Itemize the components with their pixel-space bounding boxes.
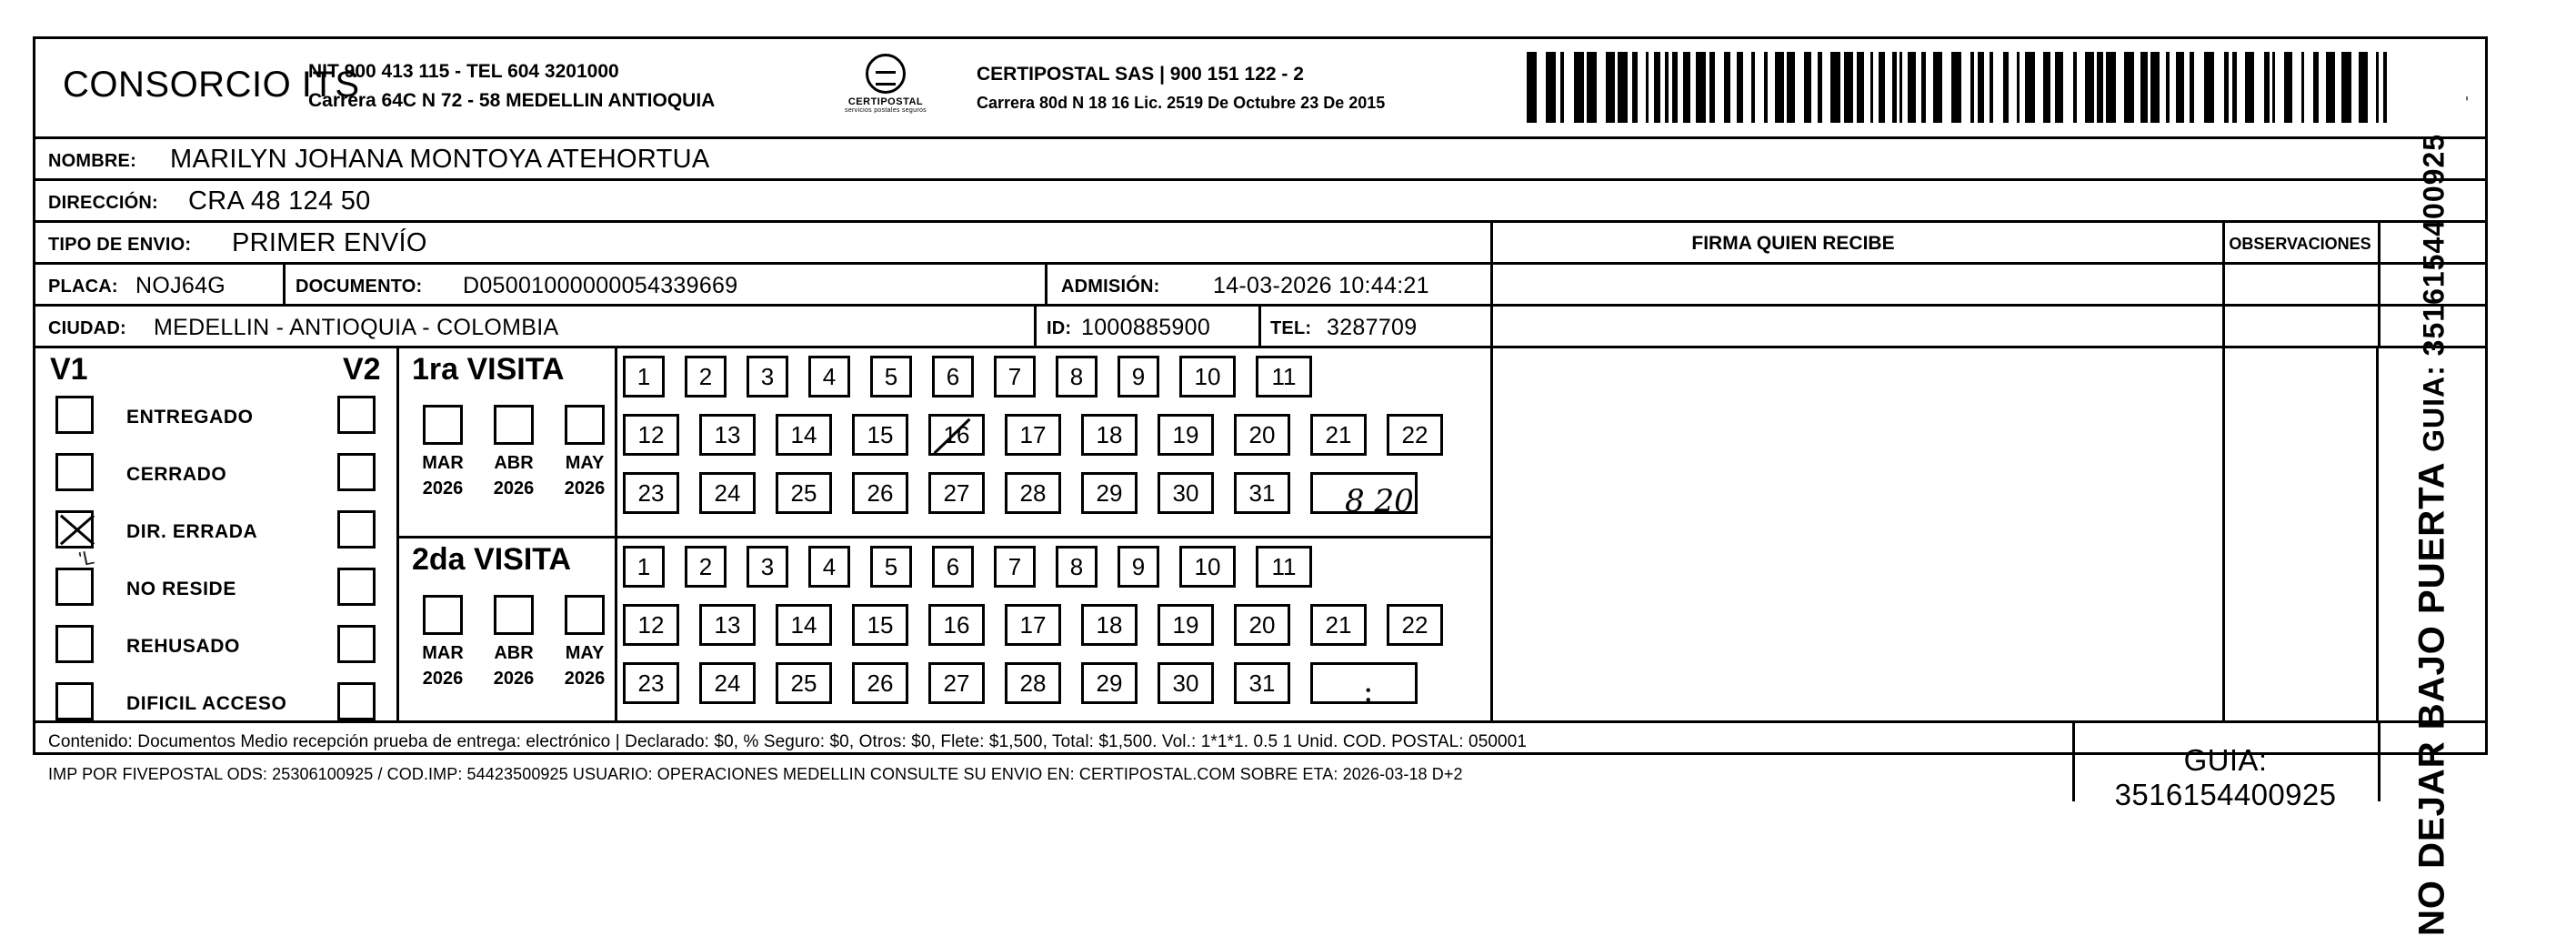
company-nit-block <box>308 57 715 115</box>
divider-ciudad-id <box>1034 307 1037 346</box>
day-cell-27[interactable]: 27 <box>928 472 985 514</box>
admision-value: 14-03-2026 10:44:21 <box>1213 273 1429 298</box>
nombre-value: MARILYN JOHANA MONTOYA ATEHORTUA <box>170 145 710 174</box>
certipostal-logo-name: CERTIPOSTAL <box>847 96 924 107</box>
checkbox-v1-rehusado[interactable] <box>55 625 94 663</box>
placa-label: PLACA: <box>48 277 118 297</box>
result-row-no-reside <box>35 568 396 624</box>
side-strip-line1: NO DEJAR BAJO PUERTA <box>2411 462 2451 936</box>
day-cell-17[interactable]: 17 <box>1005 414 1061 456</box>
guia-box <box>2072 723 2376 811</box>
label-visit2-abr-year: 2026 <box>493 669 535 689</box>
day-cell-8[interactable]: 8 <box>1056 546 1098 588</box>
checkbox-v2-cerrado[interactable] <box>337 453 376 491</box>
day-cell-23[interactable]: 23 <box>623 472 679 514</box>
tel-label: TEL: <box>1270 318 1312 338</box>
firma-quien-recibe-title: FIRMA QUIEN RECIBE <box>1691 233 1895 254</box>
label-visit1-abr-year: 2026 <box>493 478 535 498</box>
carrier-address-license: Carrera 80d N 18 16 Lic. 2519 De Octubre 23 De 2015 <box>977 93 1386 112</box>
footer-strip-cell <box>2378 723 2485 801</box>
visit-2-month-block <box>399 536 617 723</box>
divider-observaciones-left-3 <box>2222 307 2225 346</box>
certipostal-mark-icon <box>866 54 906 94</box>
day-cell-8[interactable]: 8 <box>1056 356 1098 398</box>
day-cell-30[interactable]: 30 <box>1158 472 1214 514</box>
day-cell-31[interactable]: 31 <box>1234 472 1290 514</box>
day-cell-5[interactable]: 5 <box>870 356 912 398</box>
day-cell-30[interactable]: 30 <box>1158 662 1214 704</box>
day-cell-15[interactable]: 15 <box>852 414 908 456</box>
day-cell-17[interactable]: 17 <box>1005 604 1061 646</box>
result-row-rehusado <box>35 625 396 681</box>
day-cell-3[interactable]: 3 <box>747 356 788 398</box>
visit-2-title: 2da VISITA <box>412 542 572 577</box>
checkbox-visit2-may[interactable] <box>565 595 605 635</box>
certipostal-logo-sub: servicios postales seguros <box>845 107 927 114</box>
label-visit2-abr-month: ABR <box>494 643 534 663</box>
day-cell-7[interactable]: 7 <box>994 356 1036 398</box>
day-cell-14[interactable]: 14 <box>776 414 832 456</box>
row-placa-documento <box>35 265 2485 307</box>
checkbox-visit1-mar[interactable] <box>423 405 463 445</box>
day-cell-25[interactable]: 25 <box>776 662 832 704</box>
day-cell-6[interactable]: 6 <box>932 356 974 398</box>
checkbox-v1-entregado[interactable] <box>55 396 94 434</box>
day-cell-28[interactable]: 28 <box>1005 472 1061 514</box>
carrier-name-nit: CERTIPOSTAL SAS | 900 151 122 - 2 <box>977 64 1304 85</box>
day-cell-11[interactable]: 11 <box>1256 356 1312 398</box>
day-cell-2[interactable]: 2 <box>685 546 727 588</box>
checkbox-visit2-mar[interactable] <box>423 595 463 635</box>
label-header <box>35 39 2485 139</box>
shipping-label <box>33 36 2488 936</box>
day-cell-9[interactable]: 9 <box>1118 356 1159 398</box>
side-strip-line2: GUIA: 3516154400925 <box>2417 133 2450 452</box>
checkbox-v1-no-reside[interactable] <box>55 568 94 606</box>
divider-firma-left-2 <box>1490 265 1493 304</box>
divider-firma-left-3 <box>1490 307 1493 346</box>
day-cell-23[interactable]: 23 <box>623 662 679 704</box>
signature-area[interactable] <box>1490 348 2222 720</box>
visit-2-time-written: : <box>1363 673 1374 710</box>
day-cell-24[interactable]: 24 <box>699 472 756 514</box>
checkbox-visit2-abr[interactable] <box>494 595 534 635</box>
label-visit2-may-year: 2026 <box>564 669 606 689</box>
day-cell-26[interactable]: 26 <box>852 662 908 704</box>
label-visit1-may <box>553 450 616 501</box>
visit-1-day-grid <box>617 348 1490 536</box>
day-cell-21[interactable]: 21 <box>1310 604 1367 646</box>
result-label-dificil-acceso: DIFICIL ACCESO <box>126 693 287 714</box>
checkbox-v1-cerrado[interactable] <box>55 453 94 491</box>
row-tipo-envio <box>35 223 2485 265</box>
day-cell-29[interactable]: 29 <box>1081 662 1138 704</box>
checkbox-v2-dificil-acceso[interactable] <box>337 682 376 720</box>
visit-1-time-written: 8 20 <box>1345 483 1414 519</box>
ciudad-label: CIUDAD: <box>48 318 126 338</box>
day-cell-14[interactable]: 14 <box>776 604 832 646</box>
result-label-dir-errada: DIR. ERRADA <box>126 521 258 542</box>
day-cell-13[interactable]: 13 <box>699 414 756 456</box>
barcode <box>1527 52 2400 125</box>
label-visit2-abr <box>482 640 546 691</box>
label-visit2-mar <box>411 640 475 691</box>
label-visit2-may <box>553 640 616 691</box>
day-cell-20[interactable]: 20 <box>1234 414 1290 456</box>
row-direccion <box>35 181 2485 223</box>
day-cell-12[interactable]: 12 <box>623 414 679 456</box>
company-address-line: Carrera 64C N 72 - 58 MEDELLIN ANTIOQUIA <box>308 89 716 111</box>
result-row-cerrado <box>35 453 396 509</box>
result-label-rehusado: REHUSADO <box>126 636 240 657</box>
footer-print-line: IMP POR FIVEPOSTAL ODS: 25306100925 / COD.IMP: 54423500925 USUARIO: OPERACIONES MEDELLIN CONSULTE SU ENVIO EN: CERTIPOSTAL.COM SOBRE ETA: 2026-03-18 D+2 <box>48 765 1463 783</box>
day-cell-7[interactable]: 7 <box>994 546 1036 588</box>
checkbox-v1-dificil-acceso[interactable] <box>55 682 94 720</box>
observaciones-title: OBSERVACIONES <box>2229 235 2371 253</box>
divider-strip-left <box>2378 223 2381 262</box>
admision-label: ADMISIÓN: <box>1061 277 1160 297</box>
label-footer <box>35 723 2485 811</box>
divider-strip-left-2 <box>2378 265 2381 304</box>
divider-placa-documento <box>283 265 286 304</box>
day-cell-18[interactable]: 18 <box>1081 604 1138 646</box>
documento-value: D05001000000054339669 <box>463 273 738 298</box>
visit-result-panel <box>35 348 399 720</box>
guia-number: GUIA: 3516154400925 <box>2114 743 2337 811</box>
day-cell-19[interactable]: 19 <box>1158 414 1214 456</box>
label-visit1-mar-month: MAR <box>422 453 464 473</box>
day-cell-24[interactable]: 24 <box>699 662 756 704</box>
row-ciudad <box>35 307 2485 348</box>
label-visit2-mar-month: MAR <box>422 643 464 663</box>
day-cell-19[interactable]: 19 <box>1158 604 1214 646</box>
divider-id-tel <box>1258 307 1261 346</box>
day-cell-5[interactable]: 5 <box>870 546 912 588</box>
checkbox-v2-rehusado[interactable] <box>337 625 376 663</box>
day-cell-25[interactable]: 25 <box>776 472 832 514</box>
day-cell-11[interactable]: 11 <box>1256 546 1312 588</box>
observations-area[interactable] <box>2222 348 2378 720</box>
divider-strip-left-3 <box>2378 307 2381 346</box>
day-cell-21[interactable]: 21 <box>1310 414 1367 456</box>
row-nombre <box>35 139 2485 181</box>
day-cell-29[interactable]: 29 <box>1081 472 1138 514</box>
visit-2-day-grid <box>617 536 1490 726</box>
day-cell-18[interactable]: 18 <box>1081 414 1138 456</box>
side-strip-area <box>2376 133 2485 936</box>
day-cell-2[interactable]: 2 <box>685 356 727 398</box>
checkbox-visit1-abr[interactable] <box>494 405 534 445</box>
company-name: CONSORCIO ITS <box>63 65 360 105</box>
label-visit1-mar-year: 2026 <box>422 478 464 498</box>
day-cell-10[interactable]: 10 <box>1179 356 1236 398</box>
day-cell-20[interactable]: 20 <box>1234 604 1290 646</box>
day-cell-9[interactable]: 9 <box>1118 546 1159 588</box>
corner-pen-mark: ʹ <box>2465 94 2469 114</box>
visit-1-title: 1ra VISITA <box>412 352 565 387</box>
placa-value: NOJ64G <box>135 273 226 298</box>
day-cell-10[interactable]: 10 <box>1179 546 1236 588</box>
tipo-envio-value: PRIMER ENVÍO <box>232 228 427 257</box>
tel-value: 3287709 <box>1327 315 1418 340</box>
day-cell-22[interactable]: 22 <box>1387 604 1443 646</box>
divider-documento-admision <box>1045 265 1047 304</box>
v1-header: V1 <box>50 352 88 387</box>
carrier-info-block <box>977 59 1385 116</box>
documento-label: DOCUMENTO: <box>296 277 423 297</box>
checkbox-v2-no-reside[interactable] <box>337 568 376 606</box>
day-cell-15[interactable]: 15 <box>852 604 908 646</box>
day-cell-26[interactable]: 26 <box>852 472 908 514</box>
company-nit-line1: NIT 900 413 115 - TEL 604 3201000 <box>308 61 619 82</box>
certipostal-logo <box>836 54 936 114</box>
day-cell-13[interactable]: 13 <box>699 604 756 646</box>
visit-1-month-block <box>399 348 617 536</box>
label-visit2-mar-year: 2026 <box>422 669 464 689</box>
day-cell-4[interactable]: 4 <box>808 356 850 398</box>
checkbox-visit1-may[interactable] <box>565 405 605 445</box>
day-cell-1[interactable]: 1 <box>623 546 665 588</box>
day-cell-6[interactable]: 6 <box>932 546 974 588</box>
tipo-envio-label: TIPO DE ENVIO: <box>48 235 192 255</box>
day-cell-1[interactable]: 1 <box>623 356 665 398</box>
day-cell-28[interactable]: 28 <box>1005 662 1061 704</box>
direccion-value: CRA 48 124 50 <box>188 186 371 216</box>
day-cell-16[interactable]: 16 <box>928 414 985 456</box>
id-label: ID: <box>1047 318 1072 338</box>
day-cell-31[interactable]: 31 <box>1234 662 1290 704</box>
result-label-entregado: ENTREGADO <box>126 407 254 428</box>
label-visit1-abr-month: ABR <box>494 453 534 473</box>
id-value: 1000885900 <box>1081 315 1211 340</box>
day-cell-27[interactable]: 27 <box>928 662 985 704</box>
day-cell-3[interactable]: 3 <box>747 546 788 588</box>
direccion-label: DIRECCIÓN: <box>48 193 158 213</box>
day-cell-16[interactable]: 16 <box>928 604 985 646</box>
day-cell-22[interactable]: 22 <box>1387 414 1443 456</box>
divider-observaciones-left-2 <box>2222 265 2225 304</box>
day-cell-4[interactable]: 4 <box>808 546 850 588</box>
result-label-cerrado: CERRADO <box>126 464 227 485</box>
label-visit1-abr <box>482 450 546 501</box>
ciudad-value: MEDELLIN - ANTIOQUIA - COLOMBIA <box>154 315 559 340</box>
day-cell-12[interactable]: 12 <box>623 604 679 646</box>
v2-header: V2 <box>343 352 381 387</box>
handwritten-scribble: 'L <box>76 545 96 571</box>
result-label-no-reside: NO RESIDE <box>126 579 236 599</box>
side-strip-text <box>2411 133 2452 935</box>
label-visit2-may-month: MAY <box>565 643 605 663</box>
barcode-svg <box>1527 52 2400 125</box>
checkbox-v2-entregado[interactable] <box>337 396 376 434</box>
result-row-entregado <box>35 396 396 452</box>
footer-content-line: Contenido: Documentos Medio recepción prueba de entrega: electrónico | Declarado: $0, % Seguro: $0, Otros: $0, Flete: $1,500, Total: $1,500. Vol.: 1*1*1. 0.5 1 Unid. COD. POSTAL: 050001 <box>48 732 1528 751</box>
label-visit1-mar <box>411 450 475 501</box>
checkbox-v2-dir-errada[interactable] <box>337 510 376 549</box>
label-visit1-may-year: 2026 <box>564 478 606 498</box>
label-visit1-may-month: MAY <box>565 453 605 473</box>
checkbox-v1-dir-errada[interactable] <box>55 510 94 549</box>
nombre-label: NOMBRE: <box>48 151 136 171</box>
